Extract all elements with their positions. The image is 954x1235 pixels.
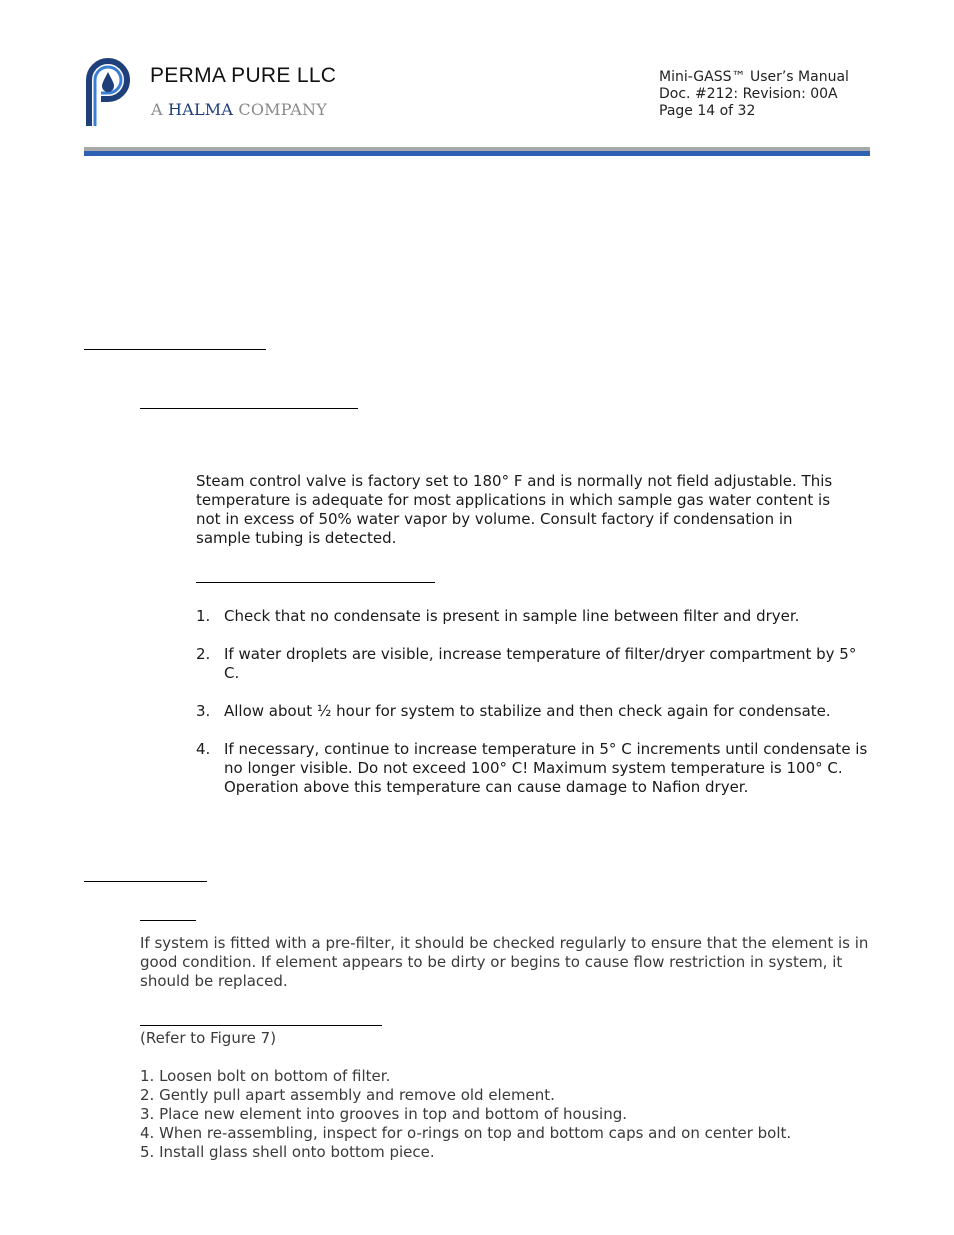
step-number: 2. <box>196 645 211 663</box>
list-item: 2. Gently pull apart assembly and remove old element. <box>140 1086 555 1104</box>
tagline-halma: HALMA <box>168 100 234 119</box>
section-heading-line <box>84 349 266 350</box>
list-item <box>196 740 876 797</box>
subsection-heading-line <box>140 408 358 409</box>
company-name: PERMA PURE LLC <box>150 64 337 87</box>
step-text: If water droplets are visible, increase temperature of filter/dryer compartment by 5° C. <box>224 645 857 682</box>
step-number: 1. <box>196 607 211 625</box>
step-number: 3. <box>196 702 211 720</box>
header-rule-blue <box>84 151 870 156</box>
replacement-heading-line <box>140 1025 382 1026</box>
company-tagline <box>151 100 327 119</box>
procedure-heading-line <box>196 582 435 583</box>
step-text: Check that no condensate is present in sample line between filter and dryer. <box>224 607 800 625</box>
list-item: 3. Place new element into grooves in top and bottom of housing. <box>140 1105 628 1123</box>
company-logo <box>83 56 133 128</box>
list-item <box>196 607 876 626</box>
replacement-steps <box>140 1067 875 1162</box>
step-text: If necessary, continue to increase temperature in 5° C increments until condensate is no longer visible. Do not exceed 100° C! Maximum system temperature is 100° C. Operation above this temperature can cause damage to Nafion dryer. <box>224 740 868 796</box>
figure-reference: (Refer to Figure 7) <box>140 1029 277 1047</box>
prefilter-paragraph: If system is fitted with a pre-filter, it should be checked regularly to ensure that the element is in good condition. If element appears to be dirty or begins to cause flow restriction in system, it should be replaced. <box>140 934 869 990</box>
list-item: 1. Loosen bolt on bottom of filter. <box>140 1067 391 1085</box>
list-item <box>196 702 876 721</box>
temperature-steps <box>196 607 876 816</box>
doc-number: Doc. #212: Revision: 00A <box>659 86 838 102</box>
page-number: Page 14 of 32 <box>659 103 756 119</box>
steam-paragraph: Steam control valve is factory set to 180° F and is normally not field adjustable. This temperature is adequate for most applications in which sample gas water content is not in excess of 50% water vapor by volume. Consult factory if condensation in sample tubing is detected. <box>196 472 833 547</box>
prefilter-heading-line <box>140 920 196 921</box>
list-item: 5. Install glass shell onto bottom piece. <box>140 1143 435 1161</box>
list-item: 4. When re-assembling, inspect for o-rings on top and bottom caps and on center bolt. <box>140 1124 792 1142</box>
tagline-prefix: A <box>151 100 169 119</box>
doc-title: Mini-GASS™ User’s Manual <box>659 69 849 85</box>
step-number: 4. <box>196 740 211 758</box>
list-item <box>196 645 876 683</box>
document-meta <box>659 69 849 120</box>
maintenance-heading-line <box>84 881 207 882</box>
tagline-suffix: COMPANY <box>233 100 327 119</box>
step-text: Allow about ½ hour for system to stabilize and then check again for condensate. <box>224 702 831 720</box>
